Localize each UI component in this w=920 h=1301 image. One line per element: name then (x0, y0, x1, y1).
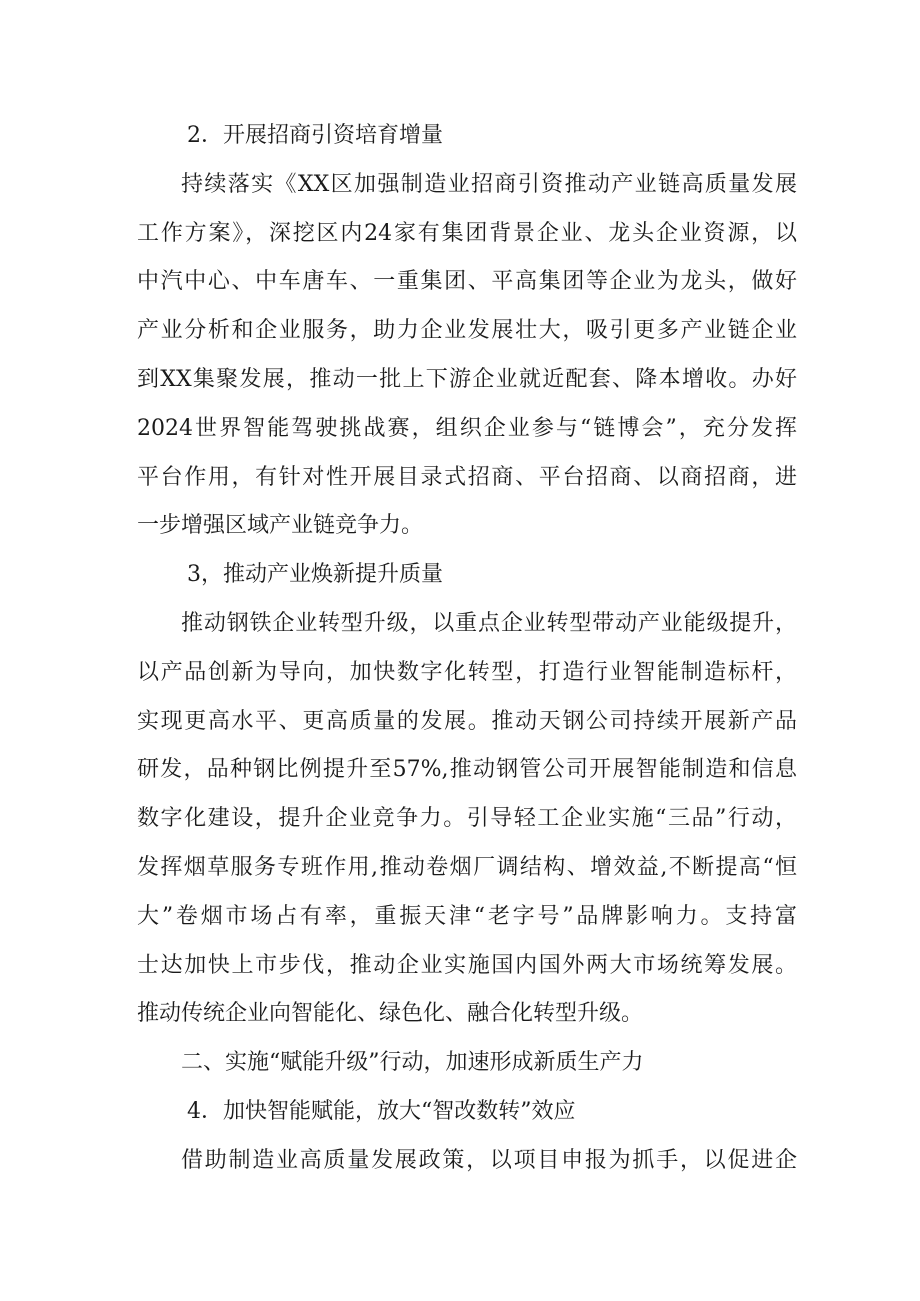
section-heading: 4．加快智能赋能，放大“智改数转”效应 (187, 1098, 576, 1124)
paragraph-line: 平台作用，有针对性开展目录式招商、平台招商、以商招商，进 (137, 464, 797, 490)
paragraph-line: 到XX集聚发展，推动一批上下游企业就近配套、降本增收。办好 (137, 366, 797, 392)
paragraph-line: 持续落实《XX区加强制造业招商引资推动产业链高质量发展 (181, 171, 797, 197)
paragraph-line: 一步增强区域产业链竞争力。 (137, 513, 424, 539)
section-heading: 2．开展招商引资培育增量 (187, 123, 443, 148)
paragraph-line: 大”卷烟市场占有率，重振天津“老字号”品牌影响力。支持富 (137, 903, 797, 929)
paragraph-line: 2024世界智能驾驶挑战赛，组织企业参与“链博会”，充分发挥 (137, 415, 797, 441)
paragraph-line: 推动钢铁企业转型升级，以重点企业转型带动产业能级提升， (181, 610, 797, 636)
paragraph-line: 实现更高水平、更高质量的发展。推动天钢公司持续开展新产品 (137, 708, 797, 734)
paragraph-line: 产业分析和企业服务，助力企业发展壮大，吸引更多产业链企业 (137, 318, 797, 344)
paragraph-line: 借助制造业高质量发展政策，以项目申报为抓手，以促进企 (181, 1147, 797, 1173)
paragraph-line: 发挥烟草服务专班作用,推动卷烟厂调结构、增效益,不断提高“恒 (137, 854, 797, 880)
part-heading: 二、实施“赋能升级”行动，加速形成新质生产力 (181, 1050, 644, 1076)
paragraph-line: 士达加快上市步伐，推动企业实施国内国外两大市场统筹发展。 (137, 952, 797, 978)
paragraph-line: 推动传统企业向智能化、绿色化、融合化转型升级。 (137, 1001, 644, 1027)
document-body (137, 112, 797, 1186)
paragraph-line: 中汽中心、中车唐车、一重集团、平高集团等企业为龙头，做好 (137, 269, 797, 295)
paragraph-line: 工作方案》，深挖区内24家有集团背景企业、龙头企业资源，以 (137, 220, 797, 246)
paragraph-line: 以产品创新为导向，加快数字化转型，打造行业智能制造标杆， (137, 659, 797, 685)
paragraph-line: 数字化建设，提升企业竞争力。引导轻工企业实施“三品”行动， (137, 806, 797, 832)
section-heading: 3，推动产业焕新提升质量 (187, 562, 443, 588)
paragraph-line: 研发，品种钢比例提升至57%,推动钢管公司开展智能制造和信息 (137, 757, 797, 783)
